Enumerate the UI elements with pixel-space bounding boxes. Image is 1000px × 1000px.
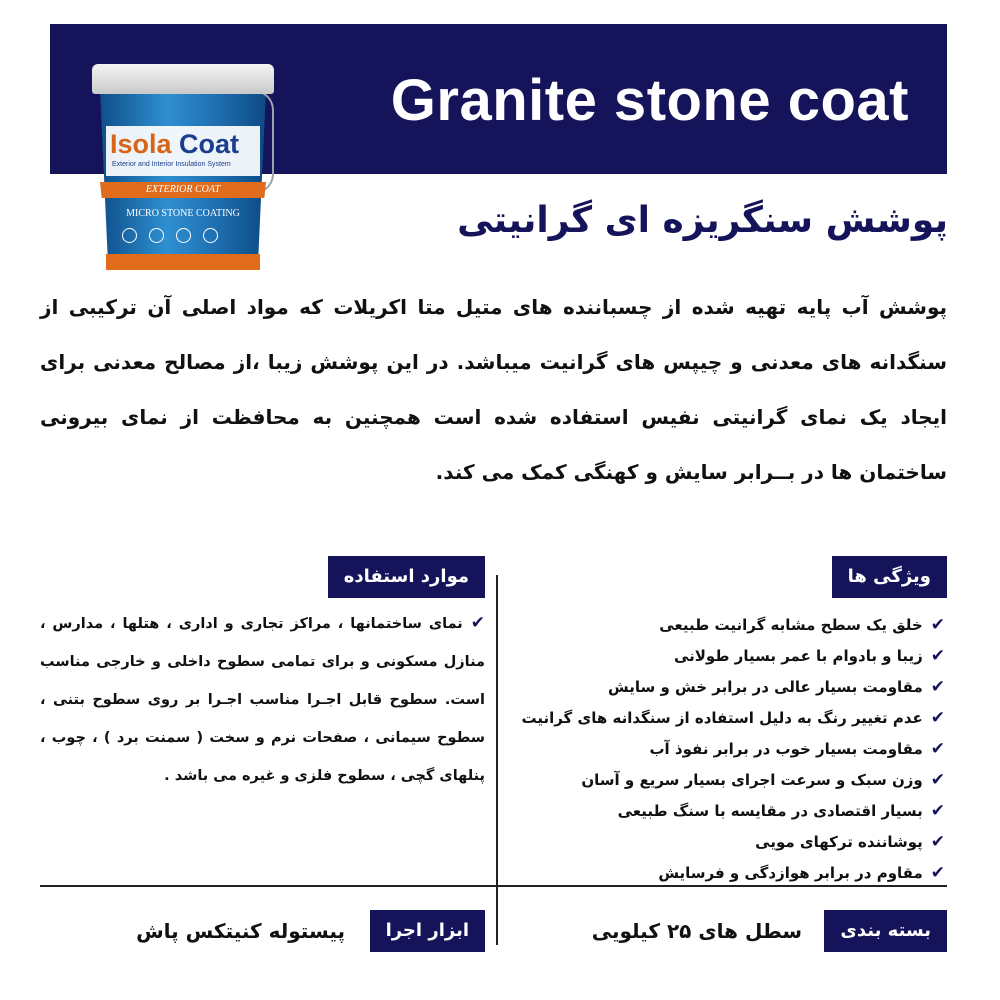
features-list <box>515 610 945 889</box>
feature-text: مقاوم در برابر هوازدگی و فرسایش <box>658 864 923 882</box>
header-title: Granite stone coat <box>390 68 909 133</box>
uses-heading: موارد استفاده <box>328 556 485 598</box>
tools-text: پیستوله کنیتکس پاش <box>136 919 345 943</box>
bucket-feature-icons <box>122 228 252 246</box>
feature-text: عدم تغییر رنگ به دلیل استفاده از سنگدانه های گرانیت <box>521 709 923 727</box>
tools-heading: ابزار اجرا <box>370 910 485 952</box>
brand-logo-part-2: Coat <box>179 129 240 159</box>
persian-subtitle: پوشش سنگریزه ای گرانیتی <box>457 200 948 241</box>
brand-subline: Exterior and Interior Insulation System <box>112 161 231 168</box>
horizontal-divider <box>40 885 947 887</box>
uses-body: نمای ساختمانها ، مراکز تجاری و اداری ، هتلها ، مدارس ، منازل مسکونی و برای تمامی سطوح داخلی و خارجی مناسب است. سطوح قابل اجـرا مناسب اجـرا بر روی سطوح بتنی ، سطوح سیمانی ، صفحات نرم و سخت ( سمنت برد ) ، چوب ، پنلهای گچی ، سطوح فلزی و غیره می باشد . <box>40 616 485 784</box>
feature-item <box>515 641 945 672</box>
feature-item <box>515 796 945 827</box>
feature-item <box>515 765 945 796</box>
feature-text: وزن سبک و سرعت اجرای بسیار سریع و آسان <box>581 771 923 789</box>
feature-text: مقاومت بسیار خوب در برابر نفوذ آب <box>649 740 923 758</box>
check-icon: ✔ <box>470 613 485 633</box>
check-icon: ✔ <box>930 739 945 759</box>
feature-text: زیبا و بادوام با عمر بسیار طولانی <box>673 647 923 665</box>
brand-logo <box>110 130 260 158</box>
check-icon: ✔ <box>930 615 945 635</box>
bucket-product-type: MICRO STONE COATING <box>126 208 240 219</box>
features-heading: ویژگی ها <box>832 556 947 598</box>
bucket-bottom-band <box>106 254 260 270</box>
brand-logo-part-1: Isola <box>110 129 172 159</box>
product-bucket-image <box>92 64 274 274</box>
intro-paragraph: پوشش آب پایه تهیه شده از چسباننده های متیل متا اکریلات که مواد اصلی آن ترکیبی از سنگدانه های معدنی و چیپس های گرانیت میباشد. در این پوشش زیبا ،از مصالح معدنی برای ایجاد یک نمای گرانیتی نفیس استفاده شده است همچنین به محافظت از نمای بیرونی ساختمان ها در بــرابر سایش و کهنگی کمک می کند. <box>40 295 947 484</box>
check-icon: ✔ <box>930 863 945 883</box>
bucket-lid <box>92 64 274 94</box>
feature-item <box>515 672 945 703</box>
check-icon: ✔ <box>930 770 945 790</box>
feature-item <box>515 734 945 765</box>
feature-text: خلق یک سطح مشابه گرانیت طبیعی <box>659 616 923 634</box>
check-icon: ✔ <box>930 677 945 697</box>
check-icon: ✔ <box>930 708 945 728</box>
check-icon: ✔ <box>930 801 945 821</box>
feature-item <box>515 703 945 734</box>
check-icon: ✔ <box>930 646 945 666</box>
feature-text: پوشاننده ترکهای مویی <box>755 833 923 851</box>
feature-text: مقاومت بسیار عالی در برابر خش و سایش <box>608 678 923 696</box>
feature-item <box>515 610 945 641</box>
feature-item <box>515 827 945 858</box>
check-icon: ✔ <box>930 832 945 852</box>
packaging-heading: بسته بندی <box>824 910 947 952</box>
packaging-text: سطل های ۲۵ کیلویی <box>591 919 802 943</box>
vertical-divider <box>496 575 498 945</box>
feature-text: بسیار اقتصادی در مقایسه با سنگ طبیعی <box>617 802 923 820</box>
uses-text <box>40 604 485 795</box>
bucket-band-label: EXTERIOR COAT <box>145 184 221 195</box>
